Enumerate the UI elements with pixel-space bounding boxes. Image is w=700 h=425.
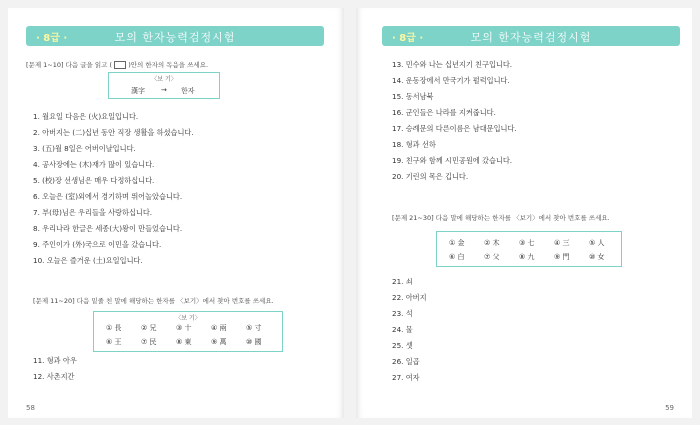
question-item: 8. 우리나라 한글은 세종(大)왕이 만들었습니다. <box>33 224 183 233</box>
choice-item: ⑤ 人 <box>589 239 605 247</box>
question-item: 5. (校)장 선생님은 매우 다정하십니다. <box>33 176 155 185</box>
left-grade-label: · 8급 · <box>36 33 68 44</box>
question-item: 9. 주인이가 (外)국으로 이민을 갔습니다. <box>33 240 162 249</box>
right-grade-label: · 8급 · <box>392 33 424 44</box>
choice-item: ⑦ 民 <box>141 338 157 346</box>
left-page-title: 모의 한자능력검정시험 <box>114 31 236 44</box>
question-item: 27. 여자 <box>392 373 420 382</box>
right-title-banner <box>382 26 680 46</box>
instruction-1-part-a: [문제 1~10] 다음 글을 읽고 ( <box>26 61 113 69</box>
choice-item: ⑩ 女 <box>589 253 605 261</box>
question-item: 12. 사촌지간 <box>33 372 75 381</box>
choices-box-label: 〈보 기〉 <box>175 315 201 322</box>
choice-item: ⑦ 父 <box>484 253 500 261</box>
question-item: 2. 아버지는 (二)십년 동안 직장 생활을 하셨습니다. <box>33 128 194 137</box>
question-item: 23. 석 <box>392 309 413 318</box>
question-item: 20. 기린의 목은 깁니다. <box>392 172 469 181</box>
instruction-1 <box>26 60 208 69</box>
choice-item: ④ 三 <box>554 239 570 247</box>
question-item: 13. 민수와 나는 십년지기 친구입니다. <box>392 60 513 69</box>
question-item: 3. (五)월 8일은 어버이날입니다. <box>33 144 136 153</box>
page-number: 58 <box>26 404 35 412</box>
choice-item: ⑧ 東 <box>176 338 192 346</box>
left-title-banner <box>26 26 324 46</box>
question-item: 25. 셋 <box>392 341 413 350</box>
question-item: 22. 아버지 <box>392 293 427 302</box>
choice-item: ② 木 <box>484 239 500 247</box>
choices-box-21-30 <box>436 231 622 267</box>
question-item: 19. 친구와 함께 시민공원에 갔습니다. <box>392 156 513 165</box>
choice-item: ⑩ 國 <box>246 338 262 346</box>
example-box <box>108 72 220 99</box>
choice-item: ① 金 <box>449 239 465 247</box>
left-page <box>8 8 344 418</box>
choice-item: ⑨ 門 <box>554 253 570 261</box>
question-item: 16. 군인들은 나라를 지켜줍니다. <box>392 108 496 117</box>
choice-item: ③ 十 <box>176 324 192 332</box>
instruction-3: [문제 21~30] 다음 말에 해당하는 한자를 〈보기〉에서 찾아 번호를 쓰세요. <box>392 214 610 222</box>
question-item: 18. 형과 선하 <box>392 140 436 149</box>
choice-item: ② 兄 <box>141 324 157 332</box>
choices-box-11-20 <box>93 311 283 352</box>
question-item: 7. 부(母)님은 우리들을 사랑하십니다. <box>33 208 153 217</box>
choice-item: ⑧ 九 <box>519 253 535 261</box>
question-item: 24. 물 <box>392 325 413 334</box>
blank-box <box>114 61 126 69</box>
question-item: 1. 월요일 다음은 (火)요일입니다. <box>33 112 139 121</box>
example-arrow: → <box>161 86 167 94</box>
question-item: 11. 형과 아우 <box>33 356 77 365</box>
example-reading: 한자 <box>181 87 195 95</box>
choice-item: ⑤ 寸 <box>246 324 262 332</box>
page-number: 59 <box>665 404 674 412</box>
choice-item: ⑥ 白 <box>449 253 465 261</box>
right-page <box>356 8 692 418</box>
example-box-label: 〈보 기〉 <box>151 76 177 83</box>
choice-item: ④ 兩 <box>211 324 227 332</box>
question-item: 15. 동서남북 <box>392 92 434 101</box>
choice-item: ⑥ 王 <box>106 338 122 346</box>
question-item: 6. 오늘은 (室)외에서 경기하며 뛰어놀았습니다. <box>33 192 183 201</box>
question-item: 21. 쇠 <box>392 277 413 286</box>
choice-item: ① 長 <box>106 324 122 332</box>
instruction-2: [문제 11~20] 다음 밑줄 친 말에 해당하는 한자를 〈보기〉에서 찾아 번호를 쓰세요. <box>33 297 274 305</box>
choice-item: ⑨ 萬 <box>211 338 227 346</box>
choice-item: ③ 七 <box>519 239 535 247</box>
example-hanja: 漢字 <box>131 87 145 95</box>
question-item: 17. 승례문의 다른이름은 남대문입니다. <box>392 124 517 133</box>
right-page-title: 모의 한자능력검정시험 <box>470 31 592 44</box>
question-item: 26. 일곱 <box>392 357 420 366</box>
question-item: 14. 운동장에서 만국기가 펄럭입니다. <box>392 76 510 85</box>
instruction-1-part-b: )안의 한자의 독음을 쓰세요. <box>128 61 209 69</box>
question-item: 4. 공사장에는 (木)재가 많이 있습니다. <box>33 160 155 169</box>
question-item: 10. 오늘은 즐거운 (土)요일입니다. <box>33 256 143 265</box>
